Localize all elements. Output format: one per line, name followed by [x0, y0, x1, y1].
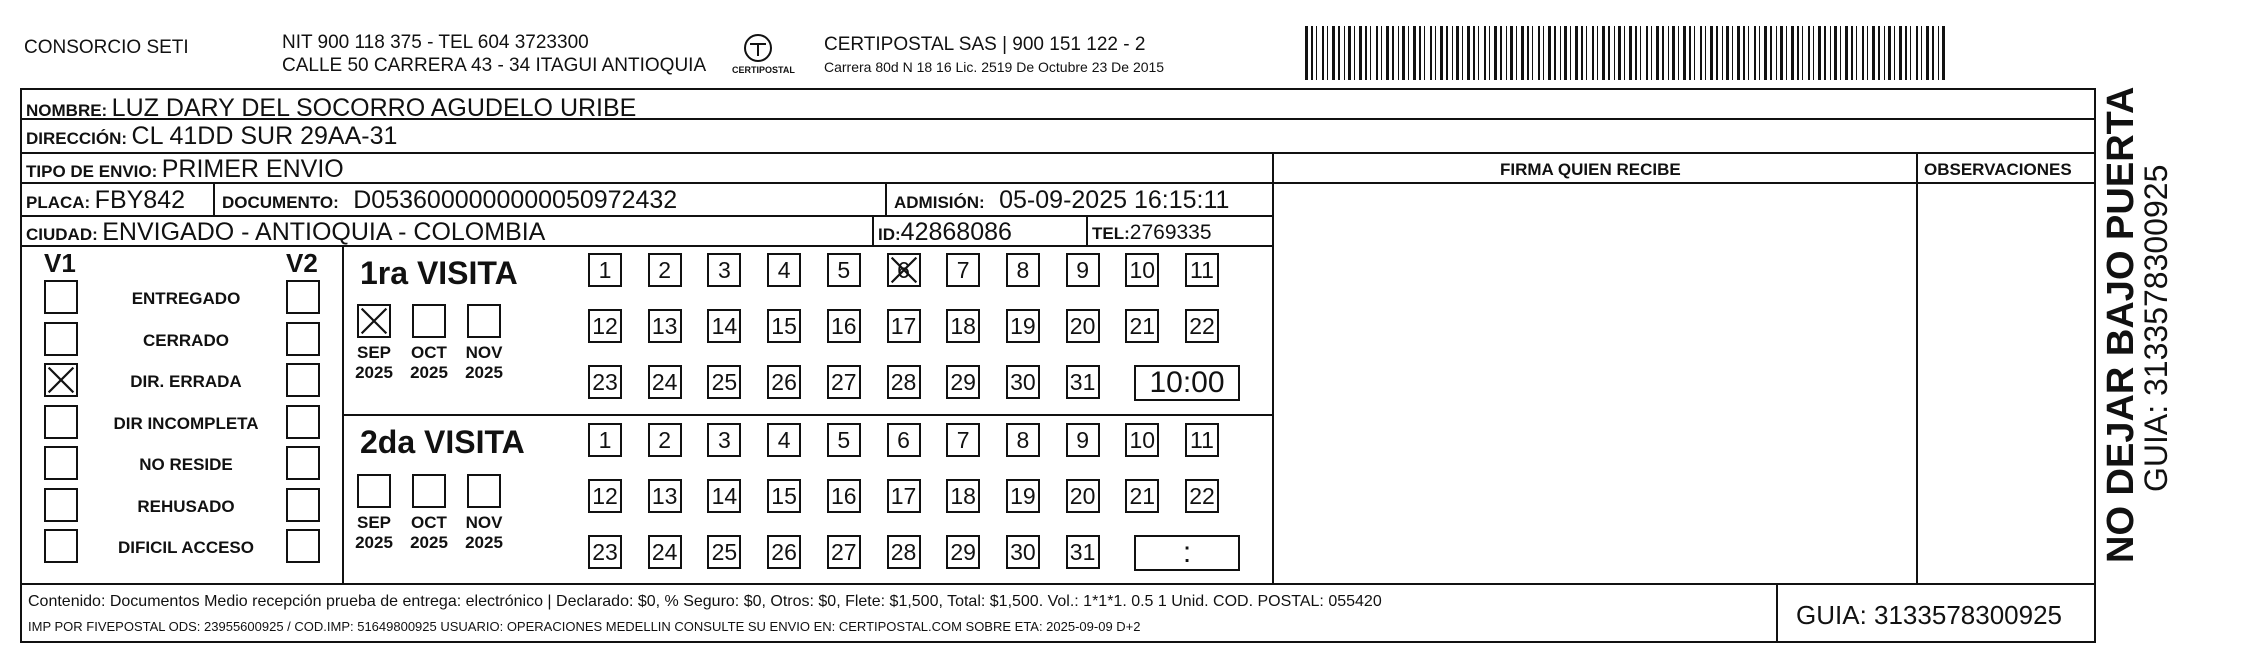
tel-label: TEL: — [1092, 224, 1130, 243]
barcode-bar — [1646, 26, 1648, 80]
observations-header: OBSERVACIONES — [1924, 160, 2072, 179]
month-checkbox[interactable] — [357, 304, 391, 338]
barcode-bar — [1500, 26, 1502, 80]
barcode-bar — [1305, 26, 1308, 80]
day-box[interactable]: 29 — [946, 535, 980, 569]
barcode-bar — [1678, 26, 1679, 80]
day-box[interactable]: 13 — [648, 309, 682, 343]
v1-checkbox[interactable] — [44, 529, 78, 563]
reason-label: CERRADO — [143, 330, 229, 350]
month-year — [459, 343, 509, 384]
side-warning: NO DEJAR BAJO PUERTA — [2100, 86, 2142, 563]
v1-checkbox[interactable] — [44, 488, 78, 522]
barcode-bar — [1921, 26, 1922, 80]
day-box[interactable]: 10 — [1125, 253, 1159, 287]
day-box[interactable]: 26 — [767, 365, 801, 399]
day-box[interactable]: 9 — [1066, 253, 1100, 287]
month-label: OCT — [411, 343, 447, 362]
plate-label: PLACA: — [26, 193, 91, 212]
day-box[interactable]: 16 — [827, 309, 861, 343]
barcode-bar — [1656, 26, 1659, 80]
document-label: DOCUMENTO: — [222, 193, 339, 212]
year-label: 2025 — [355, 533, 393, 553]
v1-checkbox[interactable] — [44, 322, 78, 356]
day-box[interactable]: 26 — [767, 535, 801, 569]
month-checkbox[interactable] — [357, 474, 391, 508]
barcode-bar — [1586, 26, 1587, 80]
barcode-bar — [1402, 26, 1405, 80]
nit-line: NIT 900 118 375 - TEL 604 3723300 — [282, 32, 589, 53]
barcode-bar — [1716, 26, 1718, 80]
day-box[interactable]: 15 — [767, 309, 801, 343]
barcode-bar — [1737, 26, 1740, 80]
barcode-bar — [1413, 26, 1416, 80]
barcode-bar — [1489, 26, 1490, 80]
barcode-bar — [1322, 26, 1324, 80]
barcode-bar — [1938, 26, 1939, 80]
barcode-bar — [1348, 26, 1351, 80]
day-box[interactable]: 31 — [1066, 365, 1100, 399]
day-box[interactable]: 29 — [946, 365, 980, 399]
barcode-bar — [1689, 26, 1691, 80]
id-label: ID: — [878, 225, 901, 244]
day-box[interactable]: 13 — [648, 479, 682, 513]
barcode-bar — [1932, 26, 1934, 80]
barcode-bar — [1527, 26, 1529, 80]
barcode-bar — [1478, 26, 1479, 80]
month-year — [459, 513, 509, 554]
barcode-bar — [1748, 26, 1749, 80]
reason-label: DIFICIL ACCESO — [117, 538, 254, 557]
company-name: CONSORCIO SETI — [24, 37, 189, 58]
v2-checkbox[interactable] — [286, 446, 320, 480]
barcode-bar — [1845, 26, 1848, 80]
day-box[interactable]: 4 — [767, 423, 801, 457]
barcode-bar — [1770, 26, 1772, 80]
reason-label: DIR. ERRADA — [130, 372, 242, 391]
barcode-bar — [1905, 26, 1907, 80]
day-box[interactable]: 25 — [707, 535, 741, 569]
name-label: NOMBRE: — [26, 101, 108, 120]
barcode-bar — [1473, 26, 1475, 80]
day-box[interactable]: 5 — [827, 253, 861, 287]
day-box[interactable] — [887, 253, 921, 287]
x-mark — [359, 306, 389, 336]
barcode-bar — [1759, 26, 1760, 80]
day-box[interactable]: 6 — [887, 423, 921, 457]
x-mark — [46, 365, 76, 395]
barcode-bar — [1700, 26, 1702, 80]
barcode-bar — [1597, 26, 1598, 80]
barcode-bar — [1354, 26, 1355, 80]
barcode-bar — [1942, 26, 1945, 80]
day-box[interactable]: 12 — [588, 309, 622, 343]
reason-label: ENTREGADO — [131, 289, 241, 308]
v2-label: V2 — [286, 248, 318, 278]
barcode-bar — [1926, 26, 1929, 80]
barcode-bar — [1560, 26, 1561, 80]
day-box[interactable]: 17 — [887, 309, 921, 343]
barcode-bar — [1370, 26, 1371, 80]
barcode-bar — [1516, 26, 1517, 80]
barcode-bar — [1332, 26, 1335, 80]
barcode-bar — [1834, 26, 1837, 80]
day-box[interactable]: 10 — [1125, 423, 1159, 457]
time-box[interactable]: : — [1134, 535, 1240, 571]
day-box[interactable]: 27 — [827, 365, 861, 399]
barcode-bar — [1408, 26, 1409, 80]
barcode-bar — [1878, 26, 1880, 80]
day-box[interactable]: 4 — [767, 253, 801, 287]
barcode-bar — [1629, 26, 1632, 80]
day-box[interactable]: 22 — [1185, 479, 1219, 513]
day-box[interactable]: 12 — [588, 479, 622, 513]
barcode — [1305, 26, 1945, 80]
barcode-bar — [1830, 26, 1831, 80]
day-box[interactable]: 15 — [767, 479, 801, 513]
month-year — [349, 513, 399, 554]
barcode-bar — [1554, 26, 1556, 80]
day-box[interactable]: 17 — [887, 479, 921, 513]
month-checkbox[interactable] — [412, 304, 446, 338]
day-box[interactable]: 23 — [588, 365, 622, 399]
month-year — [404, 343, 454, 384]
year-label: 2025 — [465, 363, 503, 383]
month-label: NOV — [465, 343, 503, 362]
barcode-bar — [1776, 26, 1777, 80]
barcode-bar — [1808, 26, 1810, 80]
barcode-bar — [1581, 26, 1583, 80]
barcode-bar — [1683, 26, 1686, 80]
barcode-bar — [1484, 26, 1486, 80]
type-label: TIPO DE ENVIO: — [26, 162, 158, 181]
barcode-bar — [1338, 26, 1340, 80]
barcode-bar — [1359, 26, 1362, 80]
recipient-name: LUZ DARY DEL SOCORRO AGUDELO URIBE — [111, 94, 637, 122]
day-box[interactable]: 3 — [707, 253, 741, 287]
footer-guia: GUIA: 3133578300925 — [1796, 600, 2062, 630]
month-year — [404, 513, 454, 554]
barcode-bar — [1797, 26, 1799, 80]
footer-line2: IMP POR FIVEPOSTAL ODS: 23955600925 / COD.IMP: 51649800925 USUARIO: OPERACIONES MEDELLIN CONSULTE SU ENVIO EN: CERTIPOSTAL.COM SOBRE ETA: 2025-09-09 D+2 — [28, 619, 1141, 634]
barcode-bar — [1564, 26, 1567, 80]
certipostal-line: CERTIPOSTAL SAS | 900 151 122 - 2 — [824, 34, 1146, 55]
recipient-address: CL 41DD SUR 29AA-31 — [131, 122, 398, 150]
barcode-bar — [1419, 26, 1421, 80]
barcode-bar — [1813, 26, 1814, 80]
day-box[interactable]: 14 — [707, 479, 741, 513]
day-box[interactable]: 5 — [827, 423, 861, 457]
plate-value: FBY842 — [94, 186, 186, 214]
barcode-bar — [1916, 26, 1918, 80]
month-checkbox[interactable] — [467, 304, 501, 338]
barcode-bar — [1640, 26, 1641, 80]
day-box[interactable]: 22 — [1185, 309, 1219, 343]
barcode-bar — [1662, 26, 1664, 80]
barcode-bar — [1780, 26, 1783, 80]
v1-checkbox[interactable] — [44, 280, 78, 314]
day-box[interactable]: 20 — [1066, 479, 1100, 513]
barcode-bar — [1726, 26, 1729, 80]
barcode-bar — [1543, 26, 1544, 80]
day-box[interactable]: 28 — [887, 365, 921, 399]
day-box[interactable]: 21 — [1125, 479, 1159, 513]
certipostal-logo — [728, 32, 795, 82]
day-box[interactable]: 2 — [648, 253, 682, 287]
barcode-bar — [1722, 26, 1723, 80]
barcode-bar — [1851, 26, 1853, 80]
day-box[interactable]: 30 — [1006, 535, 1040, 569]
day-box[interactable]: 18 — [946, 309, 980, 343]
barcode-bar — [1818, 26, 1821, 80]
barcode-bar — [1602, 26, 1605, 80]
month-label: SEP — [356, 343, 392, 362]
barcode-bar — [1532, 26, 1533, 80]
barcode-bar — [1635, 26, 1637, 80]
v2-checkbox[interactable] — [286, 280, 320, 314]
tel-value: 2769335 — [1129, 221, 1212, 244]
v2-checkbox[interactable] — [286, 363, 320, 397]
admission-label: ADMISIÓN: — [894, 193, 985, 212]
barcode-bar — [1824, 26, 1826, 80]
barcode-bar — [1754, 26, 1756, 80]
time-box[interactable]: 10:00 — [1134, 365, 1240, 401]
barcode-bar — [1856, 26, 1857, 80]
day-box[interactable]: 20 — [1066, 309, 1100, 343]
barcode-bar — [1440, 26, 1443, 80]
barcode-bar — [1570, 26, 1571, 80]
document-value: D0536000000000050972432 — [353, 186, 678, 214]
day-box[interactable]: 16 — [827, 479, 861, 513]
year-label: 2025 — [410, 533, 448, 553]
barcode-bar — [1467, 26, 1470, 80]
barcode-bar — [1538, 26, 1540, 80]
day-box[interactable]: 1 — [588, 423, 622, 457]
day-box[interactable]: 24 — [648, 365, 682, 399]
day-box[interactable]: 1 — [588, 253, 622, 287]
barcode-bar — [1592, 26, 1594, 80]
day-box[interactable]: 30 — [1006, 365, 1040, 399]
id-value: 42868086 — [900, 218, 1012, 246]
barcode-bar — [1862, 26, 1864, 80]
barcode-bar — [1732, 26, 1733, 80]
barcode-bar — [1743, 26, 1745, 80]
barcode-bar — [1386, 26, 1389, 80]
day-box[interactable]: 23 — [588, 535, 622, 569]
side-guia: GUIA: 3133578300925 — [2138, 164, 2174, 492]
v2-checkbox[interactable] — [286, 488, 320, 522]
day-box[interactable]: 27 — [827, 535, 861, 569]
barcode-bar — [1705, 26, 1706, 80]
day-box[interactable]: 21 — [1125, 309, 1159, 343]
license-line: Carrera 80d N 18 16 Lic. 2519 De Octubre 23 De 2015 — [824, 59, 1165, 75]
v1-checkbox[interactable] — [44, 363, 78, 397]
barcode-bar — [1786, 26, 1787, 80]
month-label: OCT — [411, 513, 447, 532]
barcode-bar — [1884, 26, 1885, 80]
day-box[interactable]: 14 — [707, 309, 741, 343]
reason-label: DIR INCOMPLETA — [113, 413, 259, 433]
barcode-bar — [1894, 26, 1895, 80]
barcode-bar — [1430, 26, 1432, 80]
month-year — [349, 343, 399, 384]
barcode-bar — [1398, 26, 1399, 80]
barcode-bar — [1456, 26, 1459, 80]
visit2-title: 2da VISITA — [360, 424, 525, 460]
barcode-bar — [1506, 26, 1507, 80]
day-box[interactable]: 28 — [887, 535, 921, 569]
month-label: NOV — [465, 513, 503, 532]
barcode-bar — [1872, 26, 1875, 80]
barcode-bar — [1618, 26, 1621, 80]
month-checkbox[interactable] — [467, 474, 501, 508]
barcode-bar — [1694, 26, 1695, 80]
admission-value: 05-09-2025 16:15:11 — [999, 186, 1230, 214]
barcode-bar — [1802, 26, 1803, 80]
barcode-bar — [1888, 26, 1891, 80]
barcode-bar — [1435, 26, 1436, 80]
barcode-bar — [1614, 26, 1615, 80]
day-box[interactable]: 7 — [946, 253, 980, 287]
barcode-bar — [1710, 26, 1713, 80]
footer-line1: Contenido: Documentos Medio recepción prueba de entrega: electrónico | Declarado: $0, % Seguro: $0, Otros: $0, Flete: $1,500, Total: $1,500. Vol.: 1*1*1. 0.5 1 Unid. COD. POSTAL: 055420 — [28, 593, 1382, 610]
barcode-bar — [1624, 26, 1625, 80]
day-box[interactable]: 25 — [707, 365, 741, 399]
day-box[interactable]: 11 — [1185, 253, 1219, 287]
v1-checkbox[interactable] — [44, 446, 78, 480]
barcode-bar — [1651, 26, 1652, 80]
day-box[interactable]: 7 — [946, 423, 980, 457]
v1-checkbox[interactable] — [44, 405, 78, 439]
year-label: 2025 — [410, 363, 448, 383]
day-box[interactable]: 24 — [648, 535, 682, 569]
city-label: CIUDAD: — [26, 225, 98, 244]
day-number: 6 — [897, 256, 910, 283]
barcode-bar — [1316, 26, 1317, 80]
barcode-bar — [1446, 26, 1448, 80]
address-line: CALLE 50 CARRERA 43 - 34 ITAGUI ANTIOQUIA — [282, 55, 707, 76]
day-box[interactable]: 31 — [1066, 535, 1100, 569]
barcode-bar — [1381, 26, 1382, 80]
barcode-bar — [1452, 26, 1453, 80]
v2-checkbox[interactable] — [286, 529, 320, 563]
day-box[interactable]: 19 — [1006, 479, 1040, 513]
address-label: DIRECCIÓN: — [26, 129, 128, 148]
month-label: SEP — [356, 513, 392, 532]
barcode-bar — [1608, 26, 1610, 80]
barcode-bar — [1575, 26, 1578, 80]
barcode-bar — [1521, 26, 1524, 80]
day-box[interactable]: 3 — [707, 423, 741, 457]
reason-label: REHUSADO — [137, 496, 235, 516]
day-box[interactable]: 18 — [946, 479, 980, 513]
day-box[interactable]: 8 — [1006, 423, 1040, 457]
year-label: 2025 — [465, 533, 503, 553]
v2-checkbox[interactable] — [286, 322, 320, 356]
signature-header: FIRMA QUIEN RECIBE — [1500, 160, 1681, 179]
barcode-bar — [1840, 26, 1841, 80]
reason-label: NO RESIDE — [139, 455, 233, 474]
day-box[interactable]: 9 — [1066, 423, 1100, 457]
x-mark — [889, 255, 919, 285]
v1-label: V1 — [44, 248, 76, 278]
barcode-bar — [1910, 26, 1911, 80]
v2-checkbox[interactable] — [286, 405, 320, 439]
visit1-title: 1ra VISITA — [360, 255, 518, 291]
barcode-bar — [1344, 26, 1345, 80]
year-label: 2025 — [355, 363, 393, 383]
barcode-bar — [1424, 26, 1425, 80]
barcode-bar — [1494, 26, 1497, 80]
day-box[interactable]: 8 — [1006, 253, 1040, 287]
barcode-bar — [1867, 26, 1868, 80]
barcode-bar — [1376, 26, 1378, 80]
city-value: ENVIGADO - ANTIOQUIA - COLOMBIA — [102, 218, 546, 246]
shipment-type: PRIMER ENVIO — [161, 155, 344, 183]
barcode-bar — [1672, 26, 1675, 80]
barcode-bar — [1392, 26, 1394, 80]
barcode-bar — [1365, 26, 1367, 80]
barcode-bar — [1548, 26, 1551, 80]
barcode-bar — [1791, 26, 1794, 80]
day-box[interactable]: 11 — [1185, 423, 1219, 457]
barcode-bar — [1462, 26, 1463, 80]
logo-text: CERTIPOSTAL — [732, 65, 795, 75]
barcode-bar — [1327, 26, 1328, 80]
day-box[interactable]: 19 — [1006, 309, 1040, 343]
barcode-bar — [1899, 26, 1902, 80]
month-checkbox[interactable] — [412, 474, 446, 508]
barcode-bar — [1311, 26, 1313, 80]
barcode-bar — [1764, 26, 1767, 80]
barcode-bar — [1510, 26, 1513, 80]
day-box[interactable]: 2 — [648, 423, 682, 457]
barcode-bar — [1668, 26, 1669, 80]
